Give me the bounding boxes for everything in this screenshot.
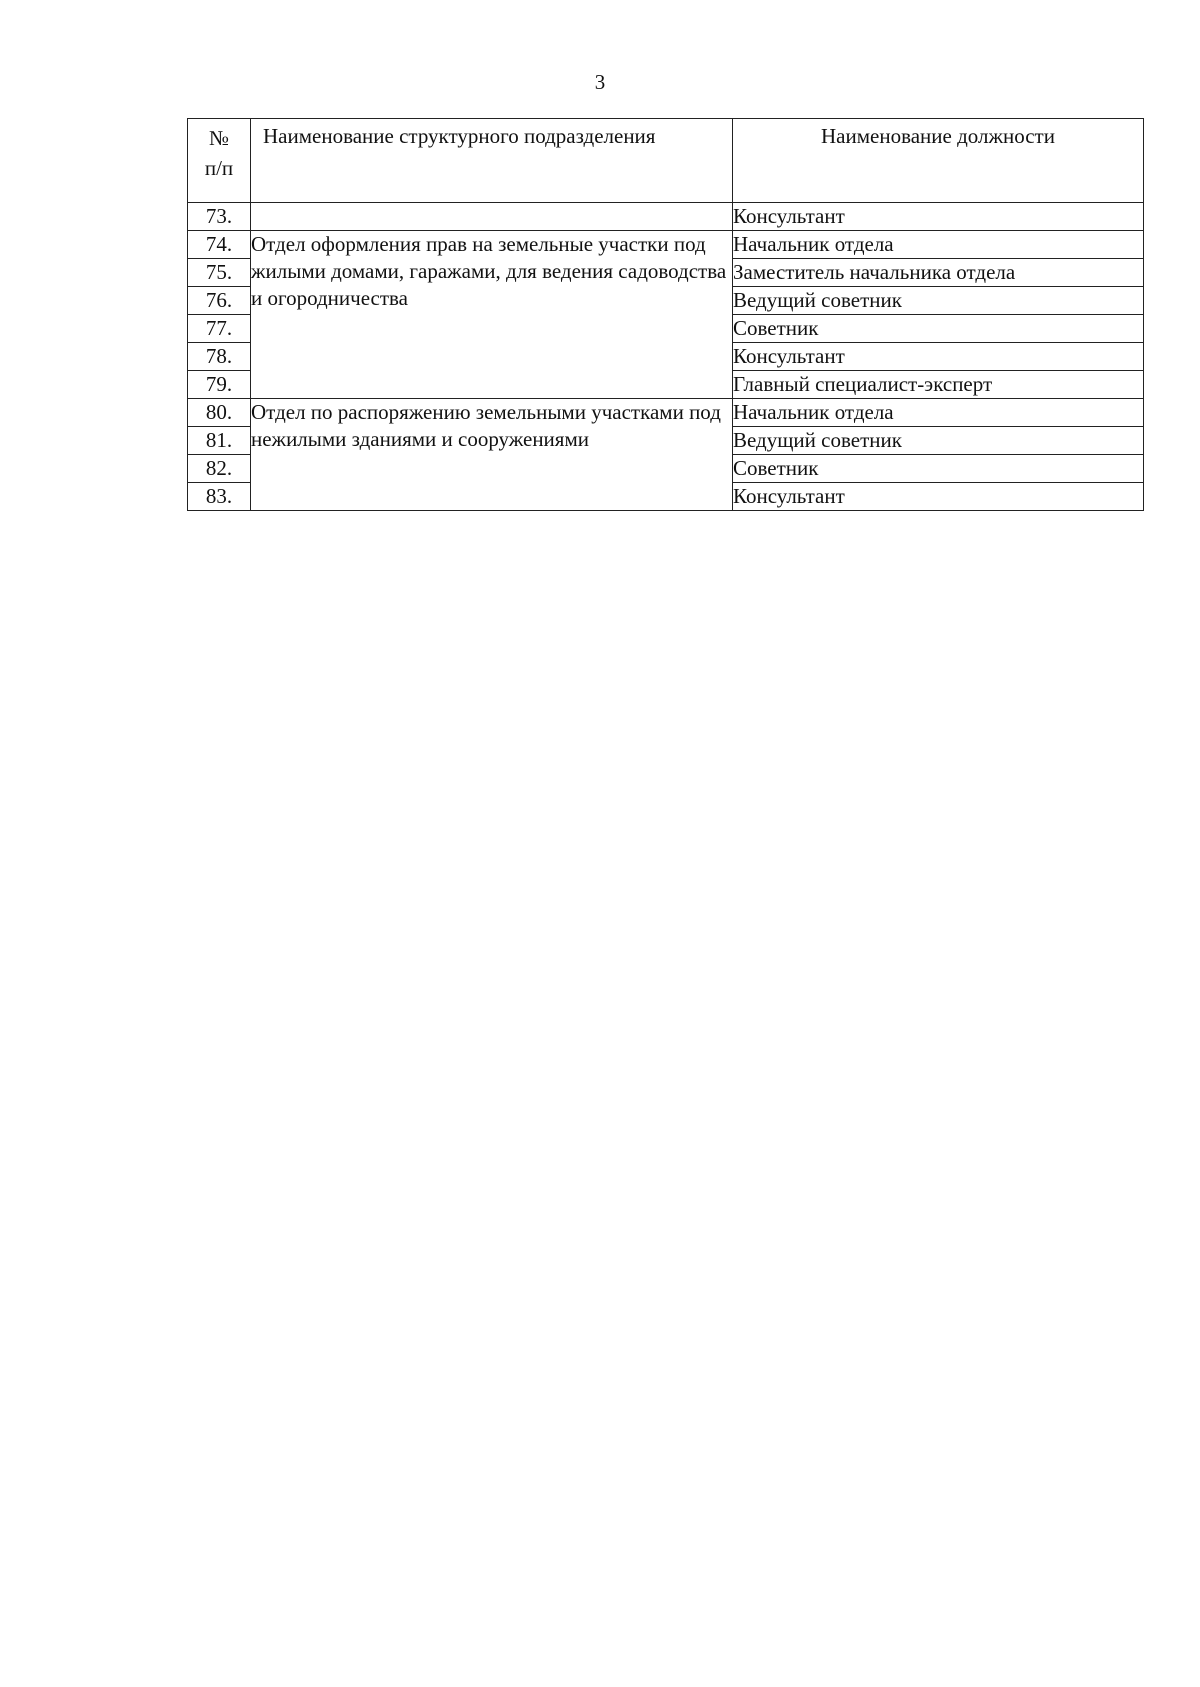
position-cell: Советник bbox=[733, 455, 1144, 483]
department-cell: Отдел оформления прав на земельные участки под жилыми домами, гаражами, для ведения садоводства и огородничества bbox=[251, 231, 733, 399]
row-number: 82. bbox=[188, 455, 251, 483]
header-number-abbr: п/п bbox=[204, 156, 234, 180]
row-number: 76. bbox=[188, 287, 251, 315]
position-cell: Главный специалист-эксперт bbox=[733, 371, 1144, 399]
header-number bbox=[188, 119, 251, 203]
row-number: 80. bbox=[188, 399, 251, 427]
position-cell: Начальник отдела bbox=[733, 399, 1144, 427]
row-number: 77. bbox=[188, 315, 251, 343]
position-cell: Консультант bbox=[733, 343, 1144, 371]
header-department: Наименование структурного подразделения bbox=[251, 119, 733, 203]
page-number: 3 bbox=[594, 70, 606, 94]
row-number: 78. bbox=[188, 343, 251, 371]
table-row bbox=[188, 399, 1144, 427]
position-cell: Консультант bbox=[733, 483, 1144, 511]
position-cell: Заместитель начальника отдела bbox=[733, 259, 1144, 287]
position-cell: Ведущий советник bbox=[733, 287, 1144, 315]
position-cell: Начальник отдела bbox=[733, 231, 1144, 259]
position-cell: Ведущий советник bbox=[733, 427, 1144, 455]
row-number: 73. bbox=[188, 203, 251, 231]
table-row bbox=[188, 203, 1144, 231]
row-number: 74. bbox=[188, 231, 251, 259]
position-cell: Советник bbox=[733, 315, 1144, 343]
department-cell bbox=[251, 203, 733, 231]
table-header-row bbox=[188, 119, 1144, 203]
department-cell: Отдел по распоряжению земельными участками под нежилыми зданиями и сооружениями bbox=[251, 399, 733, 511]
row-number: 79. bbox=[188, 371, 251, 399]
position-cell: Консультант bbox=[733, 203, 1144, 231]
row-number: 75. bbox=[188, 259, 251, 287]
table-row bbox=[188, 231, 1144, 259]
row-number: 81. bbox=[188, 427, 251, 455]
row-number: 83. bbox=[188, 483, 251, 511]
positions-table bbox=[187, 118, 1144, 511]
header-position: Наименование должности bbox=[733, 119, 1144, 203]
header-number-symbol: № bbox=[208, 126, 230, 150]
